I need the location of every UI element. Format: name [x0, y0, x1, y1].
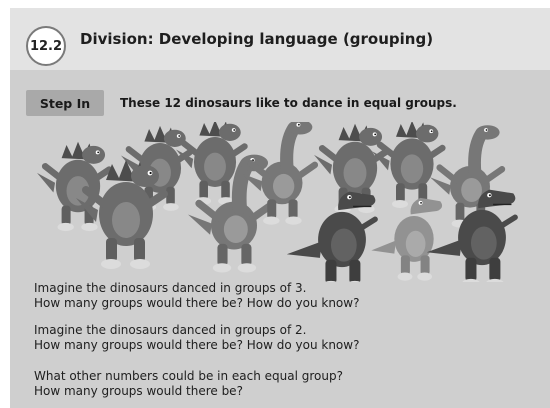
intro-text: These 12 dinosaurs like to dance in equal groups.	[120, 96, 457, 110]
question-3	[34, 369, 343, 399]
stegosaurus-dinosaur-1	[37, 142, 109, 231]
question-2-line-2: How many groups would there be? How do you know?	[34, 338, 360, 352]
question-1	[34, 281, 359, 311]
longneck-dinosaur-2	[241, 122, 315, 225]
header-bar	[10, 8, 550, 71]
question-1-line-2: How many groups would there be? How do you know?	[34, 296, 360, 310]
dancing-dinosaurs-illustration	[30, 122, 530, 282]
question-3-line-1: What other numbers could be in each equal group?	[34, 369, 343, 383]
trex-dinosaur-2	[371, 198, 442, 281]
step-in-panel	[10, 70, 550, 408]
page-title: Division: Developing language (grouping)	[80, 30, 434, 48]
question-2-line-1: Imagine the dinosaurs danced in groups of 2.	[34, 323, 307, 337]
trex-dinosaur-1	[287, 192, 376, 282]
lesson-number-badge: 12.2	[26, 26, 66, 66]
question-2	[34, 323, 359, 353]
stegosaurus-dinosaur-6	[372, 122, 442, 208]
question-1-line-1: Imagine the dinosaurs danced in groups of 3.	[34, 281, 307, 295]
step-in-label: Step In	[26, 90, 104, 116]
question-3-line-2: How many groups would there be?	[34, 384, 243, 398]
